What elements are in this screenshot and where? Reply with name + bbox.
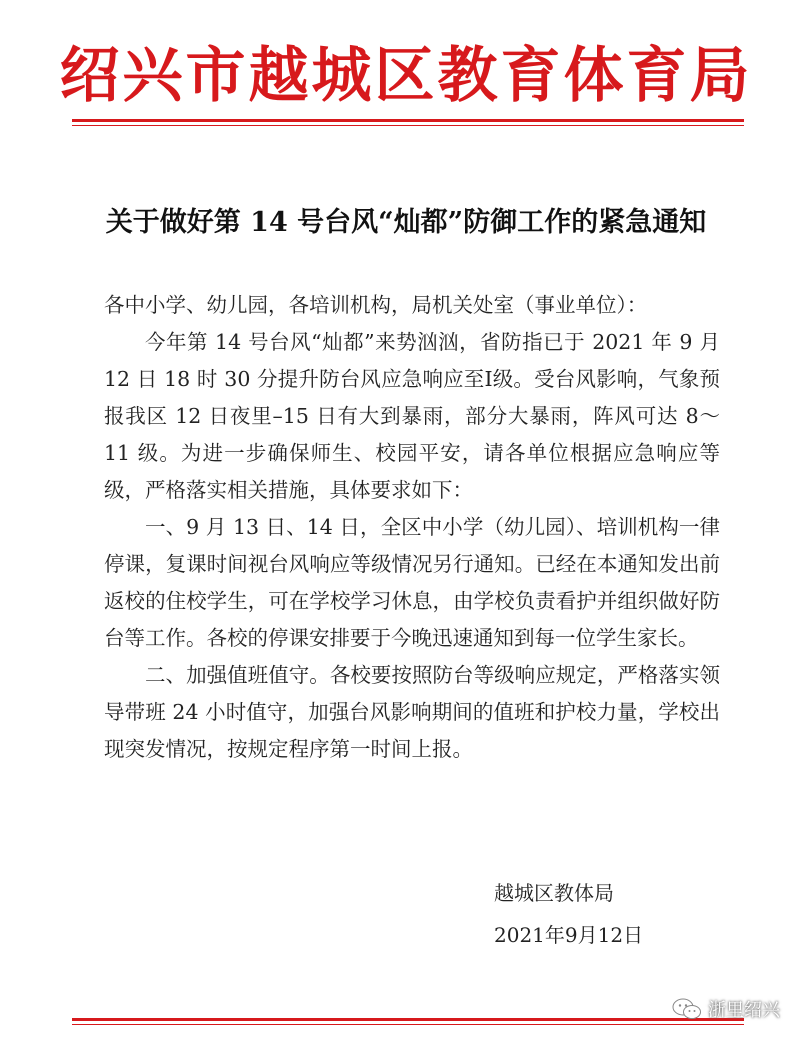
header-divider-thick <box>72 119 744 122</box>
footer-divider-thin <box>72 1024 744 1025</box>
footer-divider-thick <box>72 1018 744 1021</box>
signature-block <box>494 872 643 956</box>
paragraph-intro: 今年第 14 号台风“灿都”来势汹汹，省防指已于 2021 年 9 月 12 日 18 时 30 分提升防台风应急响应至Ⅰ级。受台风影响，气象预报我区 12 日夜里–15 日有大到暴雨，部分大暴雨，阵风可达 8～11 级。为进一步确保师生、校园平安，请各单位根据应急响应等级，严格落实相关措施，具体要求如下： <box>104 330 720 502</box>
header-divider-thin <box>72 125 744 126</box>
document-body <box>104 287 720 768</box>
paragraph-item-1: 一、9 月 13 日、14 日，全区中小学（幼儿园）、培训机构一律停课，复课时间视台风响应等级情况另行通知。已经在本通知发出前返校的住校学生，可在学校学习休息，由学校负责看护并组织做好防台等工作。各校的停课安排要于今晚迅速通知到每一位学生家长。 <box>104 515 720 650</box>
salutation: 各中小学、幼儿园，各培训机构，局机关处室（事业单位）： <box>104 293 648 317</box>
paragraph-item-2: 二、加强值班值守。各校要按照防台等级响应规定，严格落实领导带班 24 小时值守，加强台风影响期间的值班和护校力量，学校出现突发情况，按规定程序第一时间上报。 <box>104 663 720 761</box>
wechat-icon <box>672 997 702 1021</box>
watermark <box>672 996 780 1022</box>
watermark-text: 浙里绍兴 <box>708 1000 780 1021</box>
signature-org: 越城区教体局 <box>494 881 614 905</box>
document-title: 关于做好第 14 号台风“灿都”防御工作的紧急通知 <box>105 207 707 238</box>
org-header: 绍兴市越城区教育体育局 <box>59 41 753 111</box>
signature-date: 2021年9月12日 <box>494 923 644 947</box>
